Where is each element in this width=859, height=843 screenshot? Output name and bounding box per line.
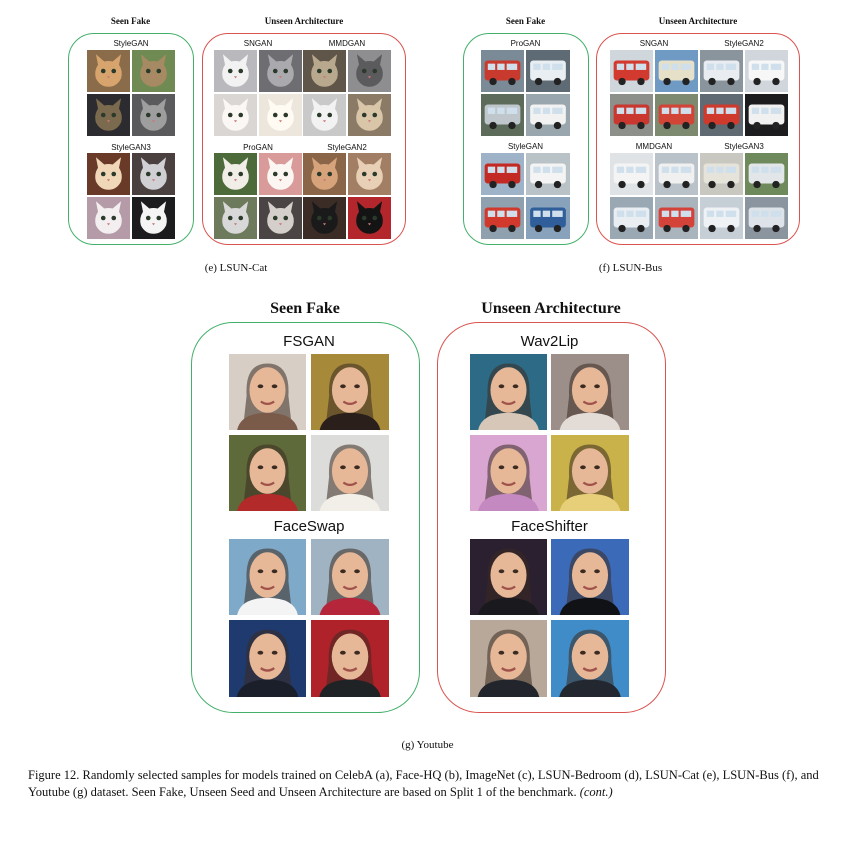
sample-image	[745, 153, 788, 195]
sample-image	[610, 197, 653, 239]
group-label-sngan: SNGAN	[243, 39, 273, 48]
sample-image	[526, 50, 570, 92]
sample-image	[700, 50, 743, 92]
sample-image	[87, 153, 130, 195]
group-label-stylegan3: StyleGAN3	[724, 142, 764, 151]
sample-image	[132, 50, 175, 92]
sample-image	[348, 50, 391, 92]
group-label-stylegan2: StyleGAN2	[327, 143, 367, 152]
youtube-unseen-architecture-heading: Unseen Architecture	[481, 300, 621, 317]
sample-image	[311, 620, 389, 697]
sample-image	[655, 50, 698, 92]
bus-seen-fake-heading: Seen Fake	[505, 16, 546, 26]
sample-image	[229, 539, 306, 615]
sample-image	[87, 197, 130, 239]
sample-image	[526, 94, 570, 136]
cat-seen-fake-heading: Seen Fake	[110, 16, 151, 26]
sample-image	[303, 50, 346, 92]
group-label-sngan: SNGAN	[639, 39, 669, 48]
group-label-wav2lip: Wav2Lip	[520, 333, 579, 350]
sample-image	[551, 354, 629, 430]
sample-image	[214, 153, 257, 195]
sample-image	[481, 94, 524, 136]
bus-subcaption: (f) LSUN-Bus	[598, 262, 663, 274]
sample-image	[311, 539, 389, 615]
sample-image	[481, 153, 524, 195]
sample-image	[303, 197, 346, 239]
cat-subcaption: (e) LSUN-Cat	[204, 262, 268, 274]
sample-image	[229, 620, 306, 697]
sample-image	[259, 197, 302, 239]
sample-image	[132, 197, 175, 239]
figure-caption-cont: (cont.)	[579, 785, 613, 799]
sample-image	[610, 94, 653, 136]
sample-image	[348, 197, 391, 239]
youtube-subcaption: (g) Youtube	[401, 739, 454, 751]
cat-unseen-architecture-heading: Unseen Architecture	[264, 16, 344, 26]
youtube-seen-fake-heading: Seen Fake	[270, 300, 340, 317]
figure-caption-text: Figure 12. Randomly selected samples for models trained on CelebA (a), Face-HQ (b), ImageNet (c), LSUN-Bedroom (d), LSUN-Cat (e), LSUN-Bus (f), and Youtube (g) dataset. Seen Fake, Unseen Seed and Unseen Architecture are based on Split 1 of the benchmark.	[28, 768, 819, 799]
sample-image	[470, 354, 547, 430]
sample-image	[655, 94, 698, 136]
sample-image	[551, 539, 629, 615]
group-label-mmdgan: MMDGAN	[635, 142, 673, 151]
sample-image	[470, 435, 547, 511]
group-label-faceswap: FaceSwap	[273, 518, 345, 535]
sample-image	[655, 153, 698, 195]
sample-image	[229, 435, 306, 511]
group-label-mmdgan: MMDGAN	[328, 39, 366, 48]
sample-image	[551, 620, 629, 697]
sample-image	[348, 153, 391, 195]
sample-image	[214, 197, 257, 239]
group-label-stylegan2: StyleGAN2	[724, 39, 764, 48]
sample-image	[229, 354, 306, 430]
sample-image	[745, 197, 788, 239]
sample-image	[470, 539, 547, 615]
sample-image	[700, 94, 743, 136]
sample-image	[481, 50, 524, 92]
group-label-stylegan: StyleGAN	[113, 39, 149, 48]
sample-image	[259, 94, 302, 136]
sample-image	[610, 153, 653, 195]
figure-caption	[28, 767, 834, 801]
sample-image	[311, 354, 389, 430]
sample-image	[348, 94, 391, 136]
sample-image	[214, 50, 257, 92]
group-label-stylegan3: StyleGAN3	[111, 143, 151, 152]
sample-image	[745, 50, 788, 92]
sample-image	[214, 94, 257, 136]
sample-image	[259, 50, 302, 92]
sample-image	[526, 153, 570, 195]
sample-image	[610, 50, 653, 92]
sample-image	[87, 50, 130, 92]
group-label-progan: ProGAN	[510, 39, 541, 48]
sample-image	[132, 153, 175, 195]
sample-image	[700, 197, 743, 239]
group-label-faceshifter: FaceShifter	[511, 518, 588, 535]
sample-image	[551, 435, 629, 511]
sample-image	[655, 197, 698, 239]
group-label-progan: ProGAN	[243, 143, 273, 152]
group-label-stylegan: StyleGAN	[507, 142, 544, 151]
sample-image	[700, 153, 743, 195]
sample-image	[526, 197, 570, 239]
sample-image	[132, 94, 175, 136]
sample-image	[311, 435, 389, 511]
sample-image	[259, 153, 302, 195]
sample-image	[481, 197, 524, 239]
sample-image	[87, 94, 130, 136]
sample-image	[470, 620, 547, 697]
sample-image	[303, 94, 346, 136]
group-label-fsgan: FSGAN	[283, 333, 335, 350]
bus-unseen-architecture-heading: Unseen Architecture	[658, 16, 738, 26]
sample-image	[745, 94, 788, 136]
sample-image	[303, 153, 346, 195]
